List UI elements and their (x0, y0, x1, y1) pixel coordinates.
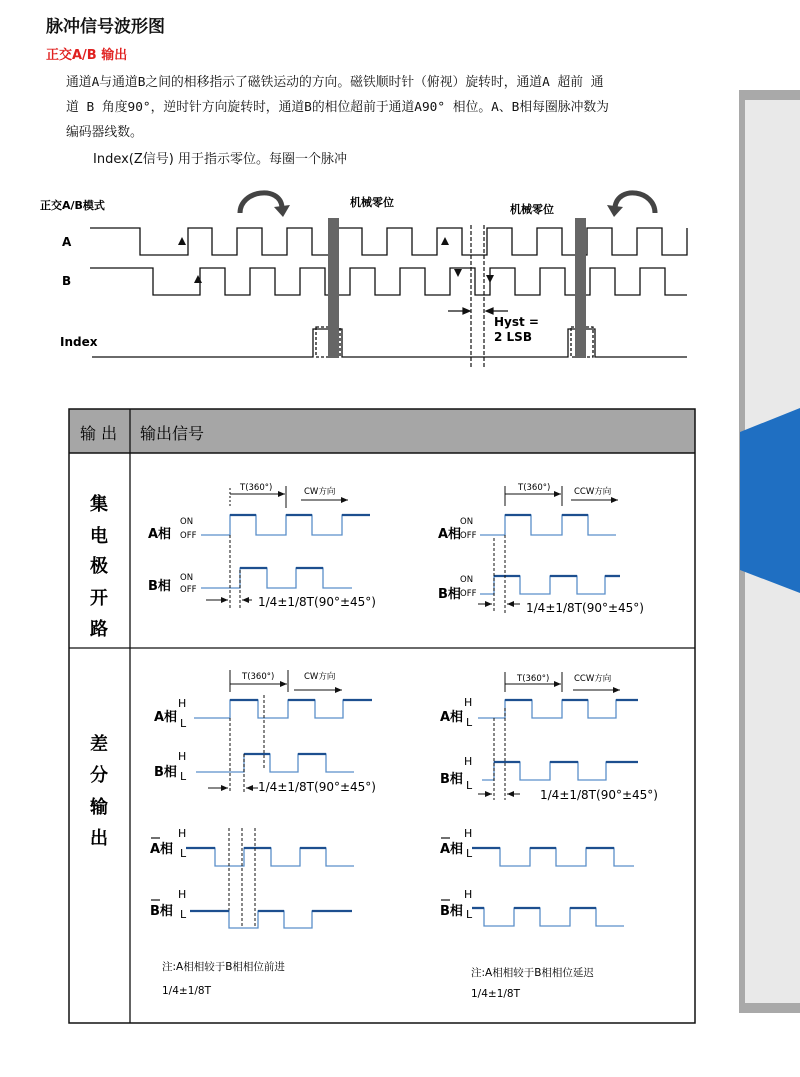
oc-ccw-b-off: OFF (460, 589, 477, 599)
paragraph-line: 道 B 角度90°，逆时针方向旋转时，通道B的相位超前于通道A90° 相位。A、B相每圈脉冲数为 (66, 100, 609, 115)
mech-zero-label-2: 机械零位 (510, 203, 554, 216)
header-output-signal: 输出信号 (140, 424, 205, 443)
mode-label: 正交A/B模式 (40, 199, 105, 212)
diff-ccw-bbar-wave (472, 908, 624, 926)
diff-cw-panel (150, 670, 376, 997)
diff-cw-b-label: B相 (154, 765, 177, 780)
header-output: 输 出 (80, 424, 118, 443)
signal-index-wave (92, 329, 687, 357)
oc-cw-a-on: ON (180, 517, 194, 527)
row1-char: 路 (90, 619, 108, 640)
diff-cw-a-l: L (180, 717, 187, 730)
section-subtitle: 正交A/B 输出 (46, 48, 128, 63)
ccw-rotation-arrow (615, 193, 655, 213)
oc-ccw-period: T(360°) (518, 483, 551, 493)
diff-ccw-a-label: A相 (440, 710, 464, 725)
diff-cw-a-wave (194, 700, 372, 718)
row1-char: 集 (90, 494, 108, 515)
diff-ccw-period: T(360°) (517, 674, 550, 684)
oc-cw-b-wave (201, 568, 352, 588)
oc-ccw-a-on: ON (460, 517, 474, 527)
row2-char: 输 (90, 797, 108, 818)
oc-cw-a-label: A相 (148, 527, 172, 542)
diff-cw-period: T(360°) (242, 672, 275, 682)
diff-cw-offset: 1/4±1/8T(90°±45°) (258, 780, 376, 794)
diff-cw-b-wave (196, 754, 354, 772)
oc-ccw-panel (438, 483, 644, 615)
diff-cw-bbar-h: H (178, 888, 187, 901)
oc-cw-b-label: B相 (148, 579, 171, 594)
diff-ccw-a-l: L (466, 716, 473, 729)
diff-ccw-note-value: 1/4±1/8T (471, 988, 521, 1000)
label-b: B (62, 274, 72, 288)
diff-ccw-a-h: H (464, 696, 473, 709)
oc-cw-offset: 1/4±1/8T(90°±45°) (258, 595, 376, 609)
oc-ccw-b-on: ON (460, 575, 474, 585)
paragraph-line: 通道A与通道B之间的相移指示了磁铁运动的方向。磁铁顺时针（俯视）旋转时，通道A 超前 通 (66, 75, 604, 90)
quadrature-diagram (0, 185, 700, 375)
output-signal-table (68, 408, 696, 1026)
hyst-value: 2 LSB (494, 330, 532, 344)
diff-ccw-bbar-h: H (464, 888, 473, 901)
oc-cw-direction: CW方向 (304, 487, 336, 497)
oc-ccw-direction: CCW方向 (574, 487, 612, 497)
diff-cw-bbar-wave (190, 911, 352, 928)
row2-char: 出 (90, 828, 108, 849)
diff-cw-abar-l: L (180, 847, 187, 860)
diff-cw-direction: CW方向 (304, 672, 336, 682)
mech-zero-bar-2 (575, 218, 586, 358)
index-note: Index(Z信号) 用于指示零位。每圈一个脉冲 (93, 152, 347, 167)
row1-char: 开 (90, 588, 108, 609)
paragraph-line: 编码器线数。 (66, 125, 143, 140)
oc-ccw-b-label: B相 (438, 587, 461, 602)
diff-cw-abar-h: H (178, 827, 187, 840)
diff-cw-a-h: H (178, 697, 187, 710)
oc-cw-a-wave (201, 515, 370, 535)
row2-char: 分 (90, 765, 108, 786)
label-index: Index (60, 335, 98, 349)
blue-tab-shape (740, 408, 800, 593)
diff-cw-b-l: L (180, 770, 187, 783)
diff-ccw-direction: CCW方向 (574, 674, 612, 684)
diff-ccw-bbar-l: L (466, 908, 473, 921)
oc-cw-panel (148, 483, 376, 610)
diff-ccw-b-h: H (464, 755, 473, 768)
oc-ccw-b-wave (480, 576, 620, 594)
mech-zero-bar-1 (328, 218, 339, 358)
oc-cw-period: T(360°) (240, 483, 273, 493)
row2-char: 差 (90, 734, 108, 755)
description-paragraph (66, 70, 716, 145)
diff-cw-abar-wave (186, 848, 354, 866)
row1-char: 极 (90, 556, 108, 577)
diff-ccw-b-label: B相 (440, 772, 463, 787)
oc-ccw-offset: 1/4±1/8T(90°±45°) (526, 601, 644, 615)
diff-ccw-bbar-label: B相 (440, 904, 463, 919)
cw-rotation-arrow (240, 193, 282, 213)
oc-ccw-a-label: A相 (438, 527, 462, 542)
oc-ccw-a-wave (480, 515, 616, 535)
diff-cw-note-value: 1/4±1/8T (162, 985, 212, 997)
diff-ccw-abar-l: L (466, 847, 473, 860)
diff-ccw-note: 注:A相相较于B相相位延迟 (471, 967, 594, 979)
oc-cw-a-off: OFF (180, 531, 197, 541)
diff-ccw-b-l: L (466, 779, 473, 792)
hyst-label: Hyst = (494, 315, 539, 329)
signal-b-wave (90, 268, 687, 295)
signal-a-wave (90, 228, 687, 255)
diff-cw-b-h: H (178, 750, 187, 763)
diff-ccw-abar-label: A相 (440, 842, 464, 857)
diff-ccw-panel (440, 672, 658, 1000)
diff-cw-abar-label: A相 (150, 842, 174, 857)
row1-char: 电 (90, 526, 108, 547)
diff-ccw-offset: 1/4±1/8T(90°±45°) (540, 788, 658, 802)
diff-cw-a-label: A相 (154, 710, 178, 725)
page-title: 脉冲信号波形图 (46, 17, 165, 37)
label-a: A (62, 235, 72, 249)
diff-ccw-abar-h: H (464, 827, 473, 840)
oc-ccw-a-off: OFF (460, 531, 477, 541)
diff-cw-bbar-label: B相 (150, 904, 173, 919)
diff-ccw-a-wave (478, 700, 638, 718)
diff-ccw-abar-wave (472, 848, 634, 866)
diff-cw-note: 注:A相相较于B相相位前进 (162, 961, 285, 973)
diff-cw-bbar-l: L (180, 908, 187, 921)
oc-cw-b-on: ON (180, 573, 194, 583)
oc-cw-b-off: OFF (180, 585, 197, 595)
mech-zero-label-1: 机械零位 (350, 196, 394, 209)
